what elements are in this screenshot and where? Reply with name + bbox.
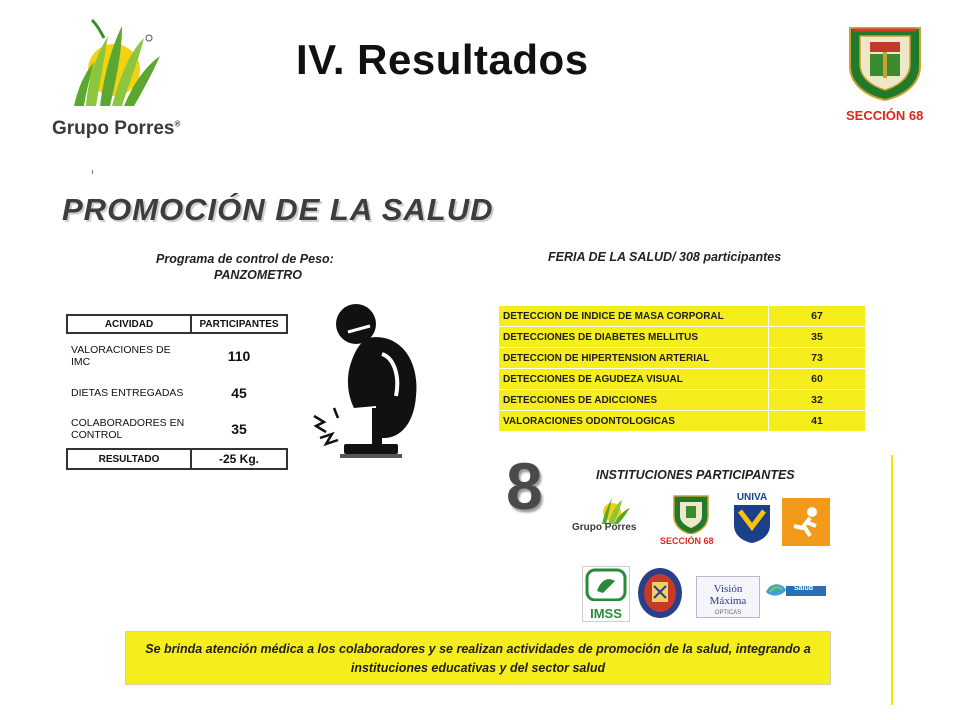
weight-control-table: [66, 314, 288, 470]
result-row: [67, 449, 287, 469]
vision-maxima-logo: [696, 576, 760, 618]
institutions-count: 8: [506, 449, 543, 523]
yellow-divider-line: [891, 455, 893, 705]
salud-logo: [764, 580, 828, 600]
result-label: RESULTADO: [67, 449, 191, 469]
table-row: [499, 369, 866, 390]
table-row: [499, 348, 866, 369]
seccion-68-shield-icon: [840, 22, 930, 102]
detection-count: 35: [769, 327, 866, 348]
detection-count: 73: [769, 348, 866, 369]
detection-label: DETECCIONES DE ADICCIONES: [499, 390, 769, 411]
detection-label: VALORACIONES ODONTOLOGICAS: [499, 411, 769, 432]
table-row: [499, 327, 866, 348]
summary-text: Se brinda atención médica a los colaboradores y se realizan actividades de promoción de la salud, integrando a instituciones educativas y del sector salud: [145, 642, 811, 675]
activity-label: DIETAS ENTREGADAS: [71, 387, 184, 399]
table-row: [499, 390, 866, 411]
seccion-68-label: SECCIÓN 68: [846, 108, 924, 123]
table-row: [67, 409, 287, 449]
detection-count: 67: [769, 306, 866, 327]
seccion-68-logo-small: [660, 494, 722, 552]
institution-logo-orange: [782, 498, 830, 546]
institutions-title: INSTITUCIONES PARTICIPANTES: [596, 468, 795, 482]
table-header: ACIVIDAD: [67, 315, 191, 333]
seccion-68-logo: [840, 22, 930, 126]
activity-label: VALORACIONES DE IMC: [71, 343, 171, 368]
grupo-porres-logo-small: [572, 492, 656, 552]
program-title-line2: PANZOMETRO: [214, 268, 302, 282]
seccion-68-label: SECCIÓN 68: [660, 536, 714, 546]
table-row: [499, 306, 866, 327]
participants-value: 45: [231, 385, 247, 401]
detection-count: 32: [769, 390, 866, 411]
health-fair-table: [498, 305, 866, 432]
coat-of-arms-icon: [636, 566, 684, 620]
participants-value: 110: [227, 347, 251, 364]
weighing-pictogram: [308, 296, 438, 460]
coat-of-arms-logo: [636, 566, 684, 620]
detection-count: 60: [769, 369, 866, 390]
section-heading: PROMOCIÓN DE LA SALUD: [62, 192, 494, 227]
porres-wordmark: Grupo Porres®: [52, 118, 181, 139]
vision-maxima-label: Visión Máxima: [709, 583, 747, 607]
salud-label: Salud: [794, 585, 814, 592]
participants-value: 35: [231, 420, 247, 437]
result-value: -25 Kg.: [191, 449, 287, 469]
feria-title: FERIA DE LA SALUD/ 308 participantes: [548, 250, 782, 264]
detection-label: DETECCIONES DE AGUDEZA VISUAL: [499, 369, 769, 390]
imss-logo: [582, 566, 630, 622]
table-row: [67, 377, 287, 409]
imss-eagle-icon: [583, 567, 629, 601]
porres-wordmark: Grupo Porres: [572, 522, 637, 533]
table-row: [67, 333, 287, 377]
program-title: [156, 251, 386, 283]
activity-label: COLABORADORES EN CONTROL: [71, 416, 185, 441]
program-title-line1: Programa de control de Peso:: [156, 252, 334, 266]
table-header-row: [67, 315, 287, 333]
imss-label: IMSS: [590, 606, 622, 621]
grupo-porres-logo: [4, 8, 226, 148]
detection-label: DETECCIONES DE DIABETES MELLITUS: [499, 327, 769, 348]
detection-count: 41: [769, 411, 866, 432]
univa-label: UNIVA: [736, 492, 768, 503]
univa-shield-icon: [730, 503, 774, 545]
page-title: IV. Resultados: [296, 36, 589, 83]
univa-logo: [730, 492, 774, 550]
person-on-scale-icon: [308, 296, 438, 460]
seccion-68-shield-icon: [660, 494, 722, 534]
detection-label: DETECCION DE HIPERTENSION ARTERIAL: [499, 348, 769, 369]
detection-label: DETECCION DE INDICE DE MASA CORPORAL: [499, 306, 769, 327]
runner-icon: [782, 498, 830, 546]
grupo-porres-emblem-icon: [4, 8, 226, 118]
divider-tick: [92, 170, 93, 174]
vision-maxima-sub: OPTICAS: [714, 610, 742, 616]
table-row: [499, 411, 866, 432]
table-header: PARTICIPANTES: [191, 315, 287, 333]
grupo-porres-emblem-icon: [572, 492, 656, 526]
